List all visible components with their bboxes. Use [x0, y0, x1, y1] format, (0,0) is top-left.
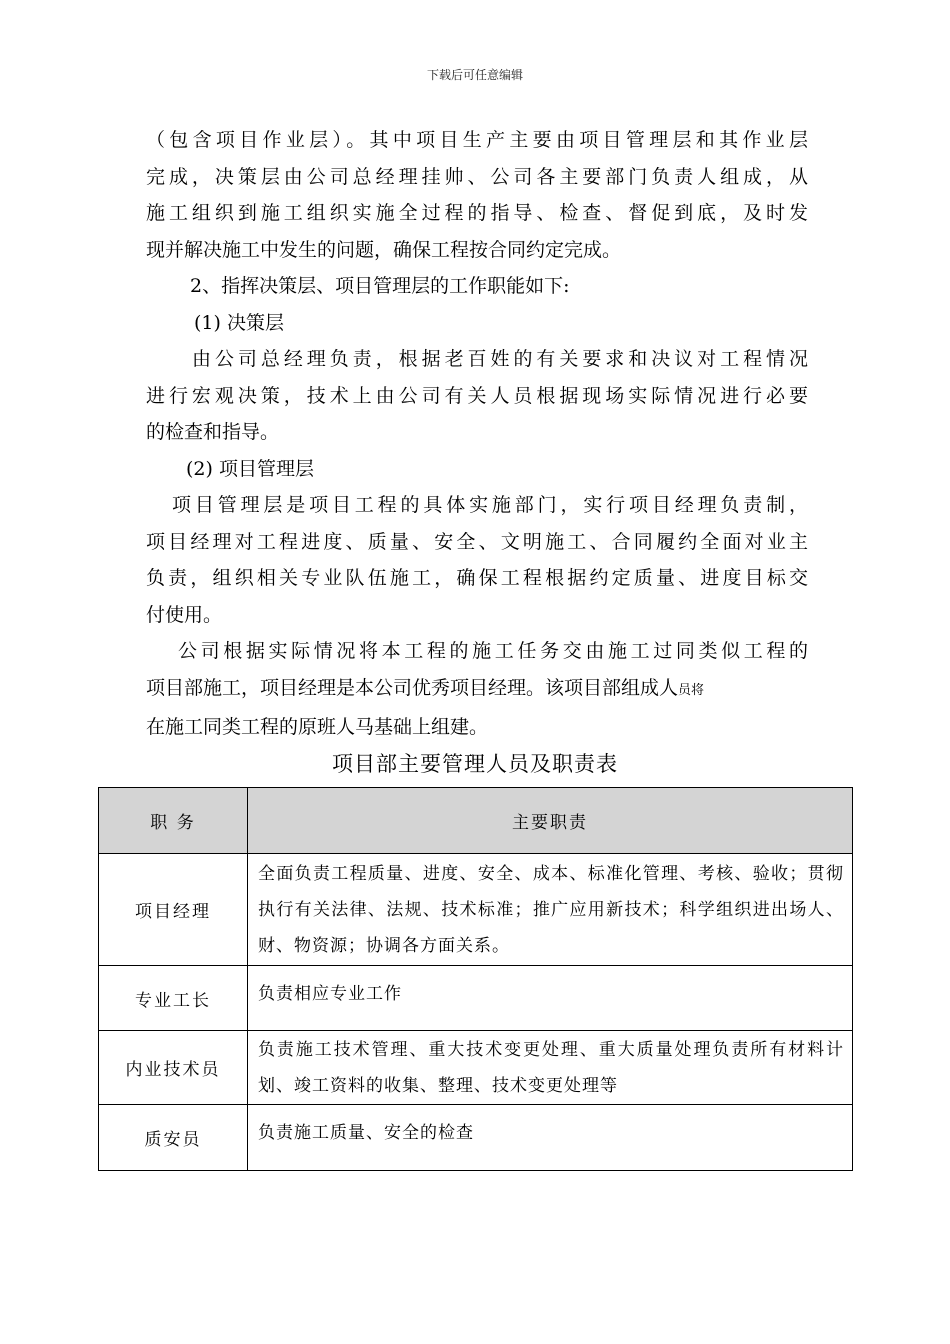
duty-cell: 全面负责工程质量、进度、安全、成本、标准化管理、考核、验收；贯彻执行有关法律、法规、技术标准；推广应用新技术；科学组织进出场人、财、物资源；协调各方面关系。	[248, 854, 853, 966]
text-line: 施工组织到施工组织实施全过程的指导、检查、督促到底，及时发	[146, 202, 808, 224]
text-line: 在施工同类工程的原班人马基础上组建。	[146, 716, 489, 738]
paragraph-3	[146, 341, 808, 451]
table-header-row	[99, 788, 853, 854]
text-line: （包含项目作业层）。其中项目生产主要由项目管理层和其作业层	[146, 129, 808, 151]
column-header-position: 职 务	[99, 788, 248, 854]
text-line: 付使用。	[146, 603, 223, 626]
text-line: (2) 项目管理层	[186, 457, 314, 480]
subheading-decision-layer	[146, 305, 808, 342]
subheading-management-layer	[146, 451, 808, 488]
role-cell: 质安员	[99, 1105, 248, 1171]
text-line: 完成，决策层由公司总经理挂帅、公司各主要部门负责人组成，从	[146, 165, 808, 188]
table-title: 项目部主要管理人员及职责表	[332, 752, 618, 776]
duty-cell: 负责施工技术管理、重大技术变更处理、重大质量处理负责所有材料计划、竣工资料的收集、整理、技术变更处理等	[248, 1031, 853, 1105]
text-line: 负责，组织相关专业队伍施工，确保工程根据约定质量、进度目标交	[146, 567, 808, 589]
paragraph-1	[146, 122, 808, 268]
text-line: 的检查和指导。	[146, 421, 280, 443]
role-cell: 内业技术员	[99, 1031, 248, 1105]
text-line: 公司根据实际情况将本工程的施工任务交由施工过同类似工程的	[178, 640, 808, 662]
table-row	[99, 854, 853, 966]
text-line: 进行宏观决策，技术上由公司有关人员根据现场实际情况进行必要	[146, 384, 808, 407]
text-segment-small: 员将	[678, 682, 705, 698]
duty-table	[98, 787, 853, 1171]
paragraph-5	[146, 633, 808, 746]
table-row	[99, 1105, 853, 1171]
column-header-duties: 主要职责	[248, 788, 853, 854]
text-segment: 项目部施工，项目经理是本公司优秀项目经理。该项目部组成人	[146, 676, 679, 699]
text-line: 项目经理对工程进度、质量、安全、文明施工、合同履约全面对业主	[146, 530, 808, 553]
text-line: 项目管理层是项目工程的具体实施部门，实行项目经理负责制，	[172, 494, 808, 516]
body-text	[146, 122, 808, 746]
text-line: 由公司总经理负责，根据老百姓的有关要求和决议对工程情况	[192, 348, 808, 370]
table-row	[99, 1031, 853, 1105]
text-line: 2、指挥决策层、项目管理层的工作职能如下:	[190, 275, 570, 297]
text-line: 现并解决施工中发生的问题，确保工程按合同约定完成。	[146, 238, 622, 261]
table-row	[99, 966, 853, 1031]
paragraph-2	[146, 268, 808, 305]
text-line	[146, 670, 808, 710]
role-cell: 专业工长	[99, 966, 248, 1031]
paragraph-4	[146, 487, 808, 633]
duty-cell: 负责相应专业工作	[248, 966, 853, 1031]
duty-cell: 负责施工质量、安全的检查	[248, 1105, 853, 1171]
text-line: (1) 决策层	[194, 311, 284, 334]
role-cell: 项目经理	[99, 854, 248, 966]
page-header-note: 下载后可任意编辑	[426, 68, 523, 82]
